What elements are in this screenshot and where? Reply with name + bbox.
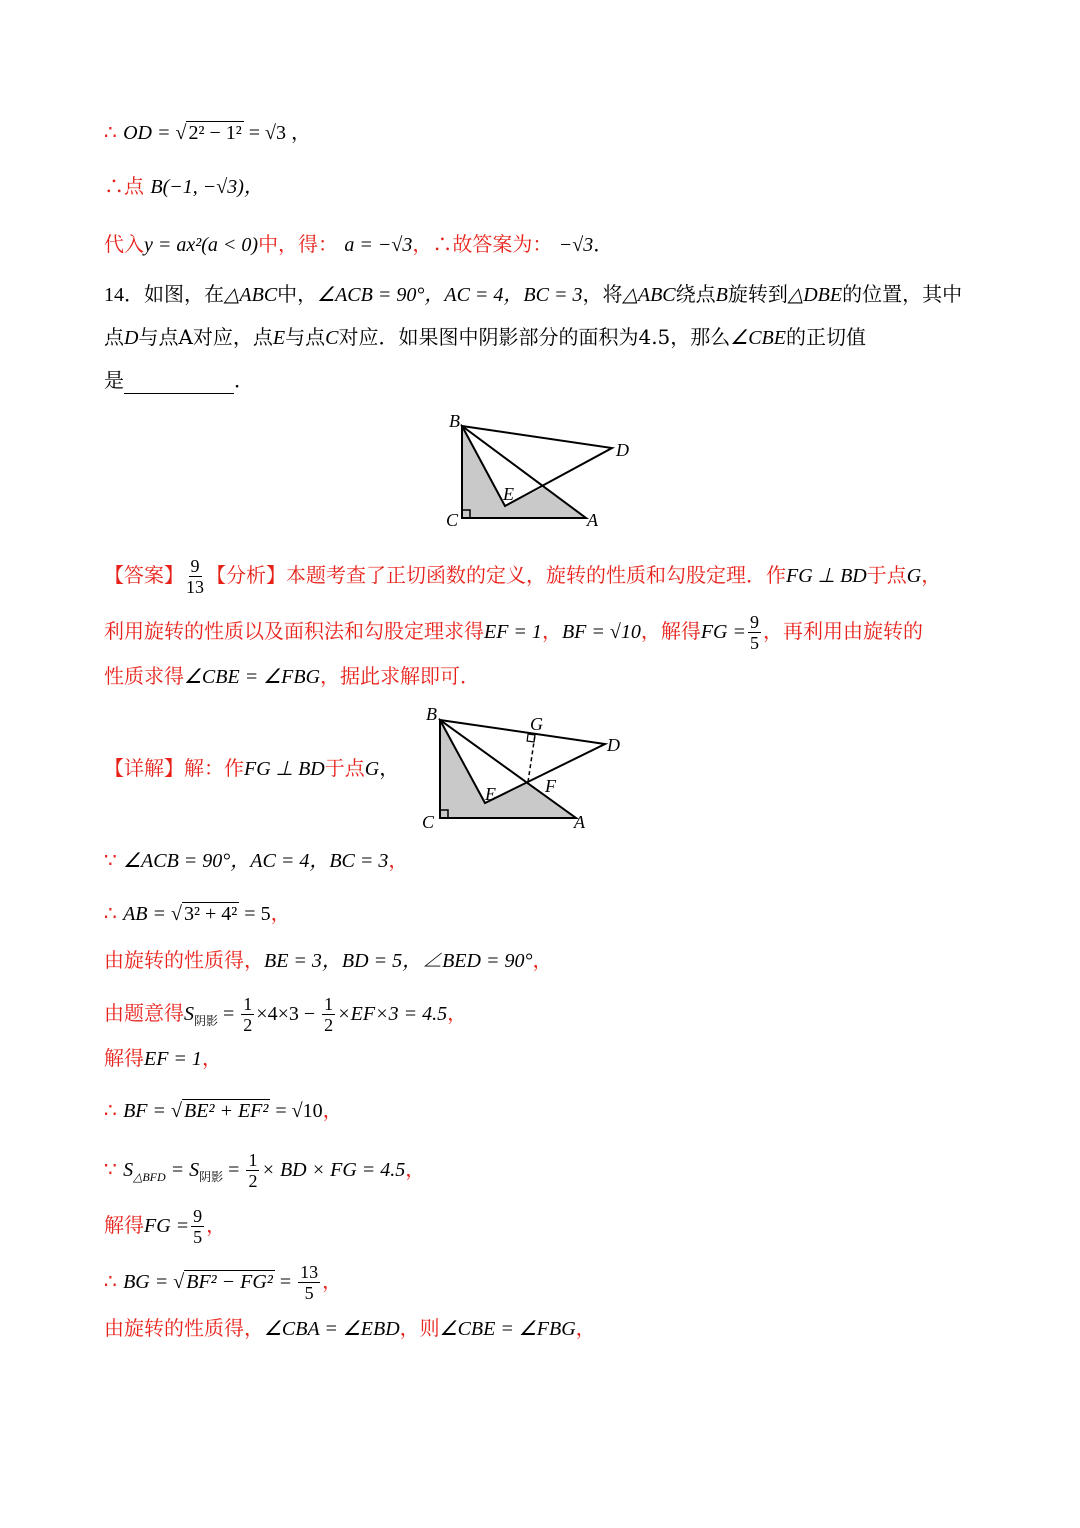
step-10: 由旋转的性质得，∠CBA = ∠EBD，则∠CBE = ∠FBG，	[104, 1316, 596, 1340]
fg-fraction-2: $\frac{9}{5}$	[193, 1206, 203, 1247]
answer-fraction: $\frac{9}{13}$	[186, 556, 204, 597]
step-7: ∵ $S_{\triangle BFD} = S_{阴影}$ = $\frac{1}{2}$ × BD × FG = 4.5，	[104, 1150, 426, 1191]
step-3: 由旋转的性质得，BE = 3，BD = 5，∠BED = 90°，	[104, 948, 553, 972]
label2-d: D	[607, 735, 620, 755]
answer-line-1: 【答案】 $\frac{9}{13}$ 【分析】本题考查了正切函数的定义，旋转的性质和勾股定理．作FG ⊥ BD于点G，	[104, 556, 942, 597]
question-line-1: 14．如图，在△ABC中，∠ACB = 90°，AC = 4，BC = 3，将△ABC绕点B旋转到△DBE的位置，其中	[104, 282, 963, 306]
step-4: 由题意得$S_{阴影}$ = $\frac{1}{2}$ ×4×3 − $\frac{1}{2}$ ×EF×3 = 4.5，	[104, 994, 468, 1035]
half-fraction-1: $\frac{1}{2}$	[243, 994, 253, 1035]
step-6: ∴ BF = √ BE² + EF² = √10，	[104, 1098, 343, 1122]
step-2: ∴ AB = √ 3² + 4² = 5，	[104, 901, 291, 925]
figure-with-fg	[418, 704, 630, 832]
half-fraction-2: $\frac{1}{2}$	[324, 994, 334, 1035]
label-a: A	[587, 510, 598, 530]
half-fraction-3: $\frac{1}{2}$	[248, 1150, 258, 1191]
label2-c: C	[422, 812, 435, 832]
label-b: B	[449, 411, 460, 431]
bg-fraction: $\frac{13}{5}$	[300, 1262, 319, 1303]
solution-line-answer: 代入y = ax²(a < 0)中，得： a = −√3，∴故答案为： −√3．	[104, 232, 614, 256]
label2-a: A	[574, 812, 585, 832]
figure-rotation-triangles	[440, 408, 640, 533]
step-1: ∵ ∠ACB = 90°，AC = 4，BC = 3，	[104, 848, 409, 872]
solution-line-od: ∴ OD = √ 2² − 1² = √3 ，	[104, 120, 312, 144]
label-c: C	[446, 510, 459, 530]
step-9: ∴ BG = √ BF² − FG² = $\frac{13}{5}$ ，	[104, 1262, 343, 1303]
label2-b: B	[426, 704, 437, 724]
fg-fraction: $\frac{9}{5}$	[750, 612, 759, 653]
label-e: E	[503, 484, 514, 504]
answer-line-3: 性质求得∠CBE = ∠FBG，据此求解即可．	[104, 664, 481, 688]
label2-g: G	[530, 714, 543, 734]
radicand-od: 2² − 1²	[188, 122, 242, 144]
step-5: 解得EF = 1，	[104, 1046, 222, 1070]
answer-line-2: 利用旋转的性质以及面积法和勾股定理求得EF = 1，BF = √10，解得FG = $\frac{9}{5}$ ，再利用由旋转的	[104, 612, 923, 653]
label-d: D	[616, 440, 629, 460]
label2-f: F	[545, 776, 556, 796]
question-line-2: 点D与点A对应，点E与点C对应．如果图中阴影部分的面积为4.5，那么∠CBE的正切值	[104, 325, 866, 349]
answer-blank[interactable]	[124, 373, 234, 394]
label2-e: E	[485, 784, 496, 804]
detail-line: 【详解】解：作FG ⊥ BD于点G，	[104, 756, 400, 780]
question-line-3: 是 ．	[104, 368, 254, 392]
solution-line-point-b: ∴点 B(−1, −√3)，	[104, 174, 264, 198]
step-8: 解得FG = $\frac{9}{5}$ ，	[104, 1206, 227, 1247]
